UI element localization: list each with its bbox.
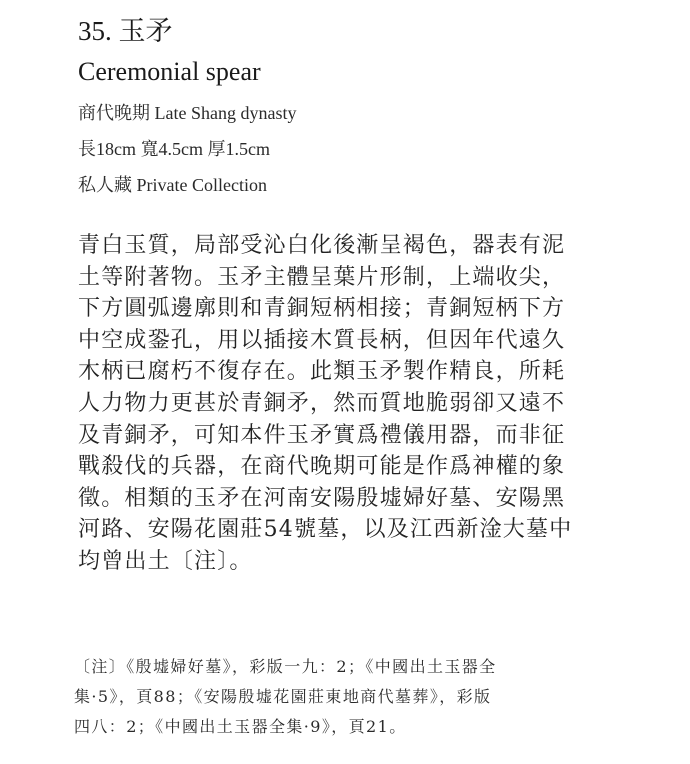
description-text: [78, 230, 648, 578]
description-line: 均曾出土〔注〕。: [78, 548, 253, 574]
description-line: 人力物力更甚於青銅矛，然而質地脆弱卻又遠不: [78, 390, 566, 416]
description-line: 河路、安陽花園莊54號墓，以及江西新淦大墓中: [78, 517, 573, 543]
entry-dimensions: 長18cm 寬4.5cm 厚1.5cm: [78, 139, 270, 159]
description-line: 青白玉質，局部受沁白化後漸呈褐色，器表有泥: [78, 233, 566, 258]
entry-header: [78, 12, 658, 198]
description-line: 及青銅矛，可知本件玉矛實爲禮儀用器，而非征: [78, 422, 566, 448]
entry-collection: 私人藏 Private Collection: [78, 175, 267, 195]
description-line: 下方圓弧邊廓則和青銅短柄相接；青銅短柄下方: [78, 296, 566, 322]
footnote-line: 四八：2；《中國出土玉器全集·9》，頁21。: [74, 717, 407, 736]
description-line: 木柄已腐朽不復存在。此類玉矛製作精良，所耗: [78, 359, 566, 385]
description-line: 土等附著物。玉矛主體呈葉片形制，上端收尖，: [78, 264, 566, 290]
footnote-line: 〔注〕《殷墟婦好墓》，彩版一九：2；《中國出土玉器全: [74, 657, 497, 676]
entry-period: 商代晚期 Late Shang dynasty: [78, 103, 297, 123]
footnotes: [74, 652, 654, 742]
description-line: 戰殺伐的兵器，在商代晚期可能是作爲神權的象: [78, 454, 566, 480]
description-line: 徵。相類的玉矛在河南安陽殷墟婦好墓、安陽黑: [78, 485, 566, 511]
entry-title: 35. 玉矛: [78, 16, 173, 46]
entry-subtitle: Ceremonial spear: [78, 57, 261, 86]
footnote-line: 集·5》，頁88；《安陽殷墟花園莊東地商代墓葬》，彩版: [74, 687, 492, 706]
description-line: 中空成銎孔，用以插接木質長柄，但因年代遠久: [78, 327, 566, 353]
